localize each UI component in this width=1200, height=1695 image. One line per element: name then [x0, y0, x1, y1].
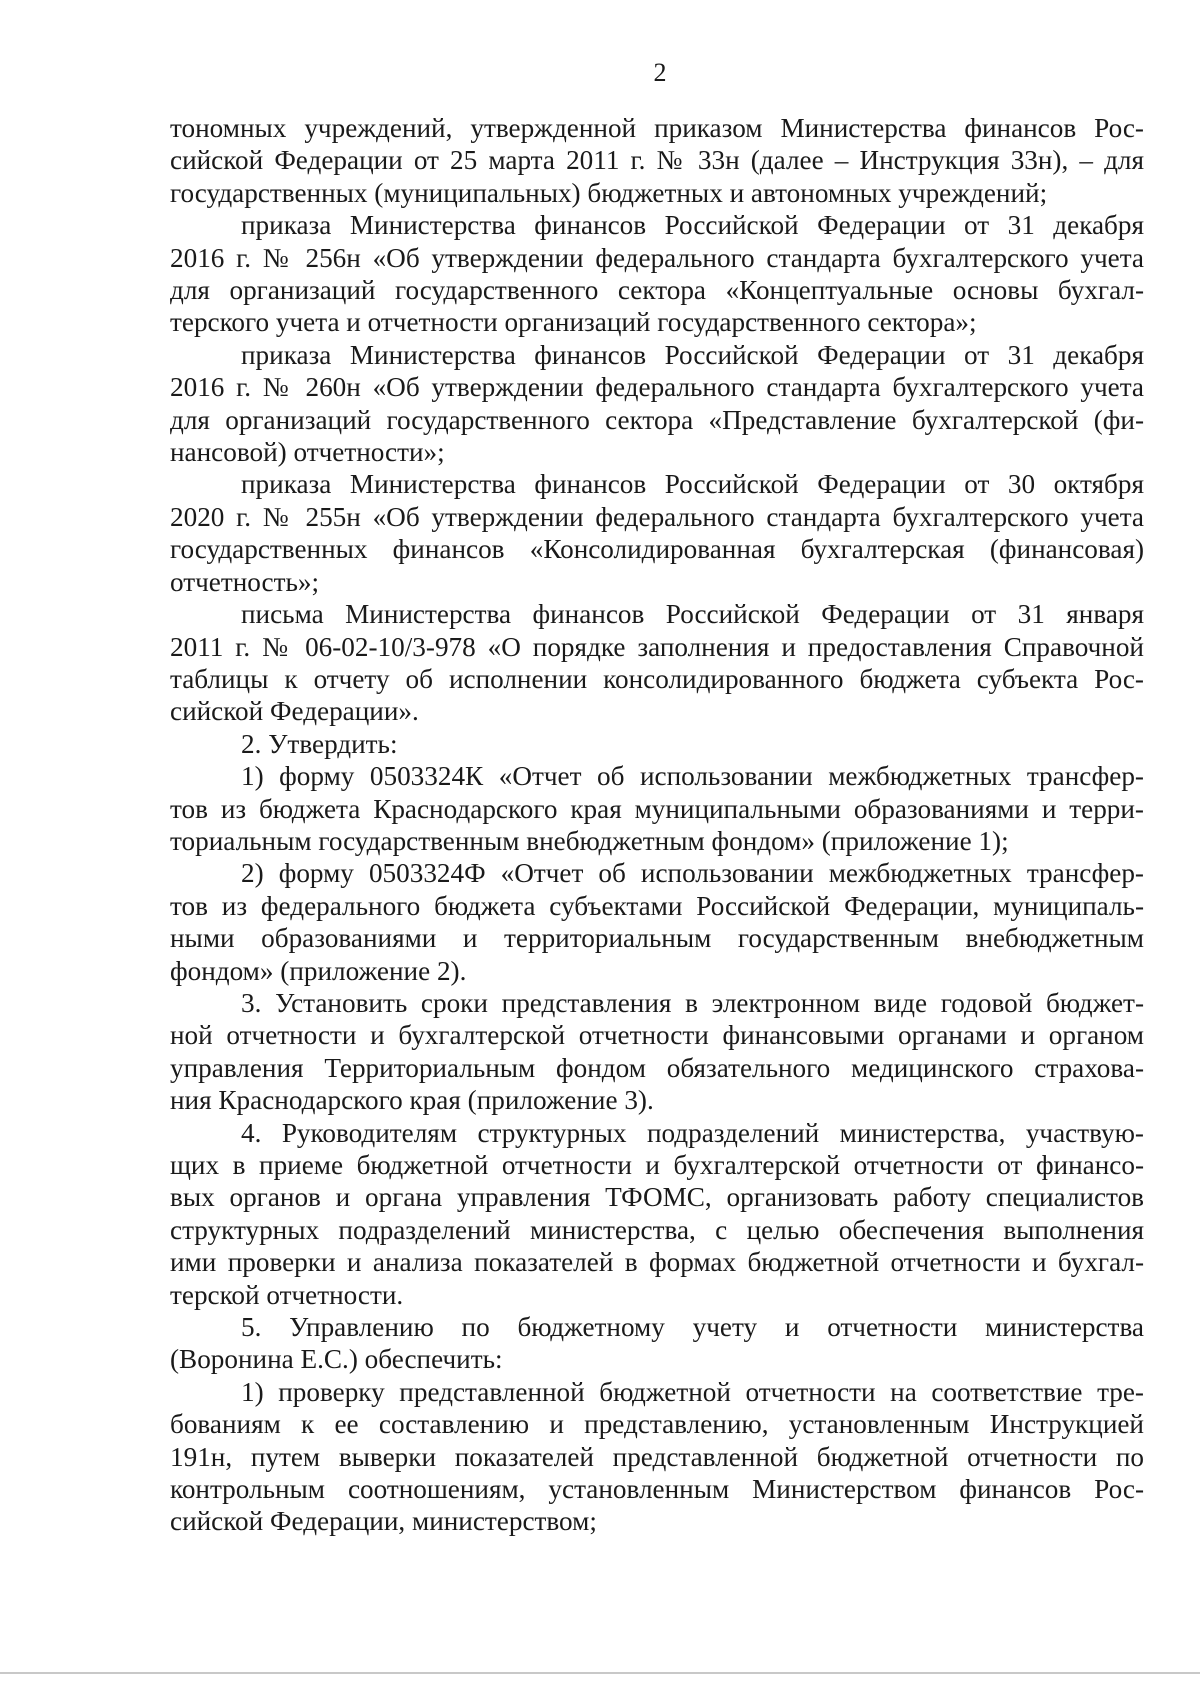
text-line: 191н, путем выверки показателей представленной бюджетной отчетности по	[170, 1441, 1144, 1472]
paragraph	[170, 1311, 1144, 1376]
text-line: 2) форму 0503324Ф «Отчет об использовании межбюджетных трансфер-	[241, 858, 1144, 889]
text-line: ториальным государственным внебюджетным фондом» (приложение 1);	[170, 825, 1009, 856]
text-line: 4. Руководителям структурных подразделений министерства, участвую-	[241, 1117, 1144, 1148]
text-line: тов из бюджета Краснодарского края муниципальными образованиями и терри-	[170, 793, 1144, 824]
text-line: контрольным соотношениям, установленным Министерством финансов Рос-	[170, 1474, 1144, 1505]
text-line: фондом» (приложение 2).	[170, 955, 467, 986]
text-line: (Воронина Е.С.) обеспечить:	[170, 1344, 503, 1375]
text-line: 2016 г. № 260н «Об утверждении федерального стандарта бухгалтерского учета	[170, 372, 1144, 403]
text-line: приказа Министерства финансов Российской Федерации от 31 декабря	[241, 210, 1144, 241]
paragraph	[170, 112, 1144, 209]
text-line: тономных учреждений, утвержденной приказом Министерства финансов Рос-	[170, 113, 1144, 143]
text-line: сийской Федерации».	[170, 696, 419, 727]
text-line: вых органов и органа управления ТФОМС, организовать работу специалистов	[170, 1182, 1144, 1213]
text-line: для организаций государственного сектора «Концептуальные основы бухгал-	[170, 275, 1144, 306]
paragraph	[170, 468, 1144, 598]
text-line: 1) проверку представленной бюджетной отчетности на соответствие тре-	[241, 1376, 1144, 1407]
paragraph	[170, 987, 1144, 1117]
text-line: приказа Министерства финансов Российской Федерации от 31 декабря	[241, 339, 1144, 370]
text-line: 2. Утвердить:	[241, 728, 398, 759]
scan-bottom-edge	[0, 1672, 1200, 1674]
document-body	[170, 112, 1144, 1538]
text-line: управления Территориальным фондом обязательного медицинского страхова-	[170, 1052, 1144, 1083]
text-line: терского учета и отчетности организаций государственного сектора»;	[170, 307, 977, 338]
page-number: 2	[653, 58, 667, 87]
text-line: 2016 г. № 256н «Об утверждении федерального стандарта бухгалтерского учета	[170, 242, 1144, 273]
text-line: 5. Управлению по бюджетному учету и отчетности министерства	[241, 1312, 1144, 1343]
text-line: письма Министерства финансов Российской Федерации от 31 января	[241, 599, 1144, 630]
text-line: щих в приеме бюджетной отчетности и бухгалтерской отчетности от финансо-	[170, 1150, 1144, 1180]
paragraph	[170, 209, 1144, 339]
text-line: нансовой) отчетности»;	[170, 437, 445, 468]
text-line: ной отчетности и бухгалтерской отчетности финансовыми органами и органом	[170, 1020, 1144, 1051]
paragraph	[170, 339, 1144, 469]
text-line: отчетность»;	[170, 566, 320, 597]
paragraph	[170, 1117, 1144, 1311]
text-line: ими проверки и анализа показателей в формах бюджетной отчетности и бухгал-	[170, 1247, 1144, 1278]
text-line: 1) форму 0503324К «Отчет об использовании межбюджетных трансфер-	[241, 761, 1144, 792]
paragraph	[170, 857, 1144, 987]
paragraph	[170, 728, 1144, 760]
text-line: государственных финансов «Консолидированная бухгалтерская (финансовая)	[170, 534, 1144, 565]
text-line: тов из федерального бюджета субъектами Российской Федерации, муниципаль-	[170, 890, 1144, 921]
text-line: ния Краснодарского края (приложение 3).	[170, 1085, 654, 1116]
text-line: сийской Федерации, министерством;	[170, 1506, 597, 1537]
paragraph	[170, 760, 1144, 857]
text-line: приказа Министерства финансов Российской Федерации от 30 октября	[241, 469, 1144, 500]
text-line: сийской Федерации от 25 марта 2011 г. № 33н (далее – Инструкция 33н), – для	[170, 145, 1144, 176]
paragraph	[170, 598, 1144, 728]
text-line: терской отчетности.	[170, 1279, 404, 1310]
text-line: бованиям к ее составлению и представлению, установленным Инструкцией	[170, 1409, 1144, 1440]
paragraph	[170, 1376, 1144, 1538]
text-line: для организаций государственного сектора «Представление бухгалтерской (фи-	[170, 404, 1144, 435]
text-line: государственных (муниципальных) бюджетных и автономных учреждений;	[170, 177, 1048, 208]
text-line: таблицы к отчету об исполнении консолидированного бюджета субъекта Рос-	[170, 663, 1144, 694]
text-line: 2020 г. № 255н «Об утверждении федерального стандарта бухгалтерского учета	[170, 501, 1144, 532]
text-line: 3. Установить сроки представления в электронном виде годовой бюджет-	[241, 987, 1144, 1018]
text-line: 2011 г. № 06-02-10/3-978 «О порядке заполнения и предоставления Справочной	[170, 631, 1144, 662]
text-line: структурных подразделений министерства, с целью обеспечения выполнения	[170, 1214, 1144, 1245]
text-line: ными образованиями и территориальным государственным внебюджетным	[170, 923, 1144, 954]
